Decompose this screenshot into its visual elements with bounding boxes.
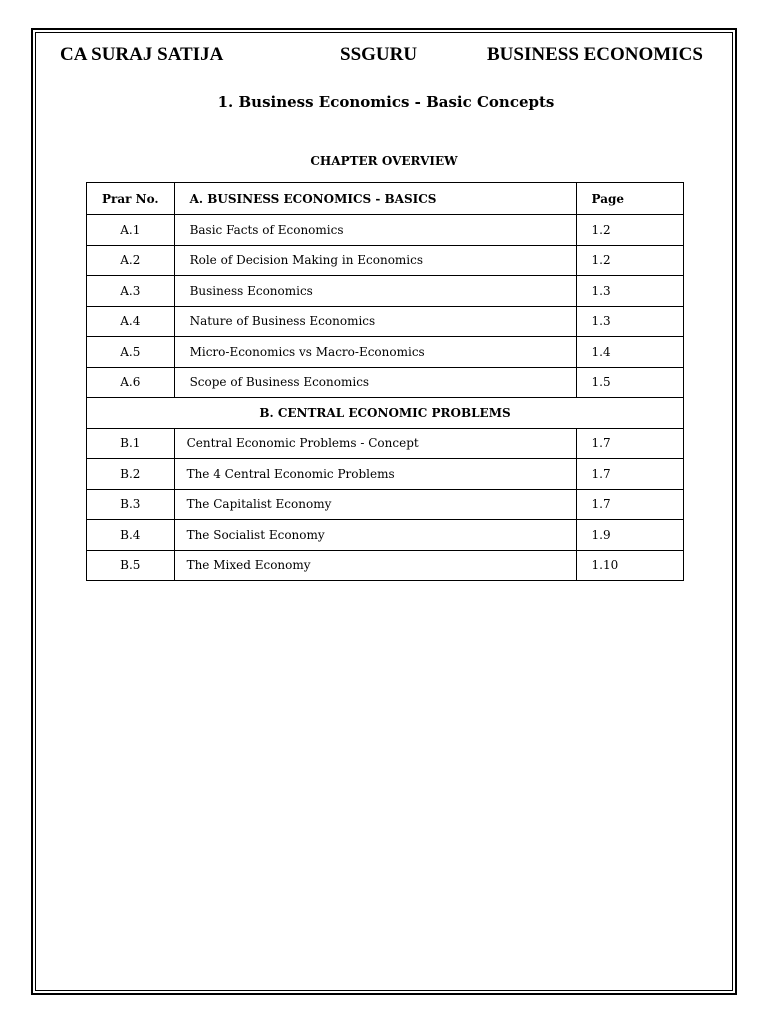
row-topic: Business Economics [174, 276, 576, 307]
table-row [87, 550, 684, 581]
section-b-title: B. CENTRAL ECONOMIC PROBLEMS [87, 398, 684, 429]
row-number: A.3 [87, 276, 175, 307]
row-number: A.1 [87, 215, 175, 246]
row-number: B.2 [87, 459, 175, 490]
row-topic: Scope of Business Economics [174, 367, 576, 398]
table-row [87, 245, 684, 276]
row-topic: Micro-Economics vs Macro-Economics [174, 337, 576, 368]
row-page: 1.7 [576, 489, 683, 520]
row-number: B.5 [87, 550, 175, 581]
row-page: 1.5 [576, 367, 683, 398]
table-row [87, 520, 684, 551]
row-number: B.4 [87, 520, 175, 551]
table-row [87, 306, 684, 337]
row-page: 1.10 [576, 550, 683, 581]
chapter-title: 1. Business Economics - Basic Concepts [217, 93, 555, 111]
header-section-a: A. BUSINESS ECONOMICS - BASICS [174, 183, 576, 215]
row-topic: Central Economic Problems - Concept [174, 428, 576, 459]
table-row [87, 337, 684, 368]
row-number: A.2 [87, 245, 175, 276]
chapter-overview-table [86, 182, 684, 581]
row-topic: Role of Decision Making in Economics [174, 245, 576, 276]
subject-name: BUSINESS ECONOMICS [487, 44, 703, 65]
row-page: 1.2 [576, 245, 683, 276]
row-number: B.1 [87, 428, 175, 459]
row-page: 1.7 [576, 428, 683, 459]
table-row [87, 276, 684, 307]
table-header-row [87, 183, 684, 215]
row-topic: The Socialist Economy [174, 520, 576, 551]
row-topic: The Mixed Economy [174, 550, 576, 581]
table-row [87, 459, 684, 490]
section-b-header-row [87, 398, 684, 429]
row-page: 1.2 [576, 215, 683, 246]
table-row [87, 428, 684, 459]
overview-title: CHAPTER OVERVIEW [310, 154, 458, 168]
row-number: A.4 [87, 306, 175, 337]
table-row [87, 215, 684, 246]
row-topic: Nature of Business Economics [174, 306, 576, 337]
header-page: Page [576, 183, 683, 215]
row-page: 1.4 [576, 337, 683, 368]
row-number: B.3 [87, 489, 175, 520]
row-topic: The Capitalist Economy [174, 489, 576, 520]
author-name: CA SURAJ SATIJA [60, 44, 224, 65]
row-page: 1.3 [576, 306, 683, 337]
table-row [87, 489, 684, 520]
table-row [87, 367, 684, 398]
row-topic: Basic Facts of Economics [174, 215, 576, 246]
header-para-no: Prar No. [87, 183, 175, 215]
row-page: 1.7 [576, 459, 683, 490]
row-number: A.5 [87, 337, 175, 368]
brand-name: SSGURU [340, 44, 418, 65]
row-topic: The 4 Central Economic Problems [174, 459, 576, 490]
row-number: A.6 [87, 367, 175, 398]
row-page: 1.3 [576, 276, 683, 307]
row-page: 1.9 [576, 520, 683, 551]
